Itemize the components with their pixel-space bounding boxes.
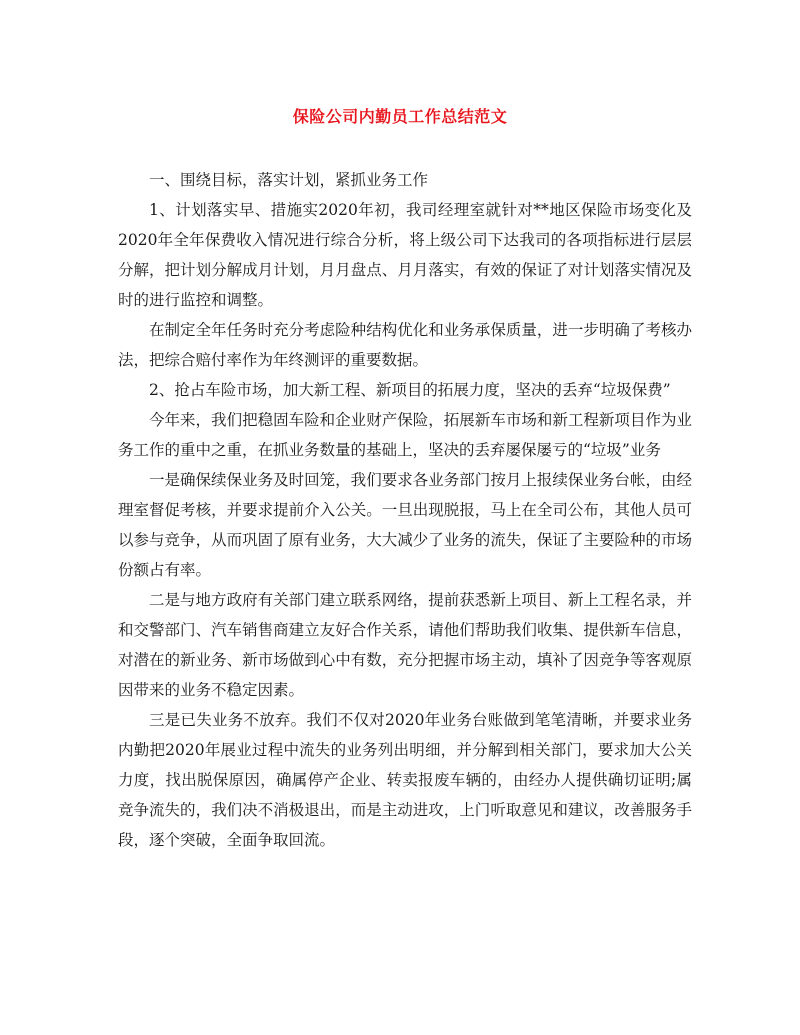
paragraph-1: 1、计划落实早、措施实2020年初，我司经理室就针对**地区保险市场变化及2020年全年保费收入情况进行综合分析，将上级公司下达我司的各项指标进行层层分解，把计划分解成月计划，月月盘点、月月落实，有效的保证了对计划落实情况及时的进行监控和调整。 [118, 201, 692, 309]
document-title: 保险公司内勤员工作总结范文 [292, 107, 508, 126]
paragraph-2: 在制定全年任务时充分考虑险种结构优化和业务承保质量，进一步明确了考核办法，把综合赔付率作为年终测评的重要数据。 [118, 321, 692, 369]
paragraph-5: 一是确保续保业务及时回笼，我们要求各业务部门按月上报续保业务台帐，由经理室督促考核，并要求提前介入公关。一旦出现脱报，马上在全司公布，其他人员可以参与竞争，从而巩固了原有业务，大大减少了业务的流失，保证了主要险种的市场份额占有率。 [118, 471, 692, 579]
paragraph-7: 三是已失业务不放弃。我们不仅对2020年业务台账做到笔笔清晰，并要求业务内勤把2020年展业过程中流失的业务列出明细，并分解到相关部门，要求加大公关力度，找出脱保原因，确属停产企业、转卖报废车辆的，由经办人提供确切证明;属竞争流失的，我们决不消极退出，而是主动进攻，上门听取意见和建议，改善服务手段，逐个突破，全面争取回流。 [118, 711, 692, 849]
paragraph-3: 2、抢占车险市场，加大新工程、新项目的拓展力度，坚决的丢弃“垃圾保费” [149, 381, 671, 399]
document-body [118, 165, 692, 855]
section-heading-1: 一、围绕目标，落实计划，紧抓业务工作 [149, 171, 429, 189]
paragraph-6: 二是与地方政府有关部门建立联系网络，提前获悉新上项目、新上工程名录，并和交警部门、汽车销售商建立友好合作关系，请他们帮助我们收集、提供新车信息，对潜在的新业务、新市场做到心中有数，充分把握市场主动，填补了因竞争等客观原因带来的业务不稳定因素。 [118, 591, 692, 699]
paragraph-4: 今年来，我们把稳固车险和企业财产保险，拓展新车市场和新工程新项目作为业务工作的重中之重，在抓业务数量的基础上，坚决的丢弃屡保屡亏的“垃圾”业务 [118, 411, 692, 459]
